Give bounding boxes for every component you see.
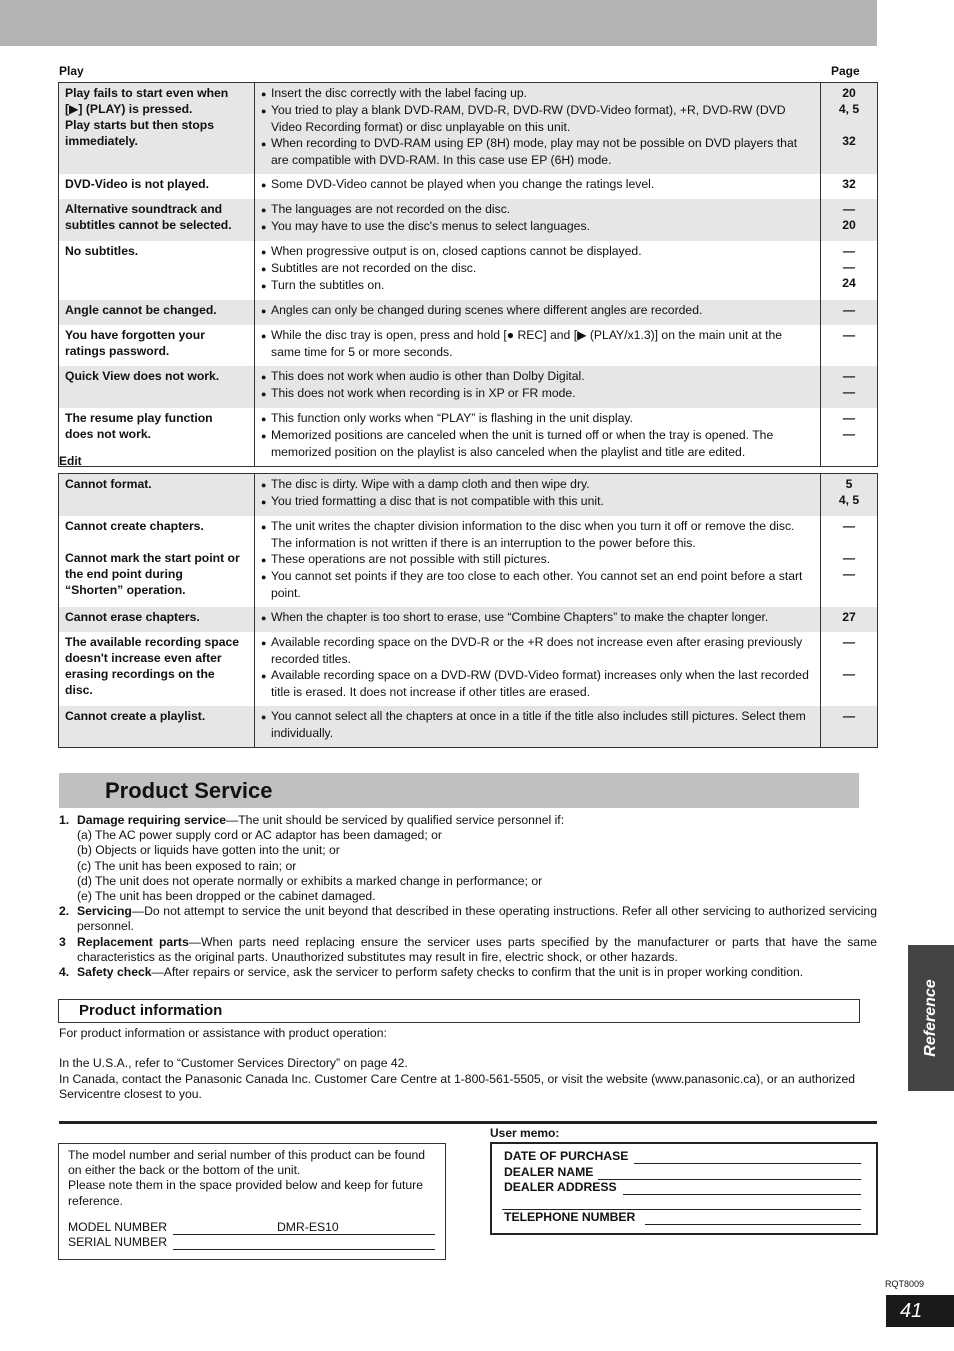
table-row: Angle cannot be changed. ● Angles can only be changed during scenes where different angles are recorded. — [59, 300, 878, 325]
table-row: Cannot create a playlist. ● You cannot select all the chapters at once in a title if the title also includes still pictures. Select them individually. — [59, 706, 878, 748]
header-bar [0, 0, 877, 46]
dealer-address-line-2 [502, 1195, 861, 1210]
document-code: RQT8009 [885, 1279, 925, 1289]
table-row: Alternative soundtrack and subtitles cannot be selected. ● The languages are not recorded on the disc. ● You may have to use the disc's menus to select languages. — 20 [59, 199, 878, 241]
telephone-number-line [645, 1210, 861, 1225]
table-row: Cannot format. ● The disc is dirty. Wipe with a damp cloth and then wipe dry. ● You tried formatting a disc that is not compatible with this unit. 5 4, 5 [59, 474, 878, 517]
edit-troubleshooting-table [58, 473, 878, 748]
serial-number-label: SERIAL NUMBER [68, 1235, 168, 1249]
table-row: No subtitles. ● When progressive output is on, closed captions cannot be displayed. ● Subtitles are not recorded on the disc. ● Turn the subtitles on. — — 24 [59, 241, 878, 300]
play-section-label: Play [59, 64, 84, 78]
list-item: 3 Replacement parts—When parts need replacing ensure the servicer uses parts specified by the manufacturer or parts that have the same characteristics as the original parts. Unauthorized substitutes may result in fire, electric shock, or other hazards. [59, 934, 877, 964]
dealer-name-line [598, 1165, 861, 1180]
table-row: Quick View does not work. ● This does not work when audio is other than Dolby Digital. ● This does not work when recording is in XP or FR mode. — — [59, 366, 878, 408]
model-number-value: DMR-ES10 [277, 1220, 339, 1234]
table-row: The resume play function does not work. ● This function only works when “PLAY” is flashing in the unit display. ● Memorized positions are canceled when the unit is turned off or when the tray is opened. The memorized position on the playlist is also canceled when the playlist and title are edited. — — [59, 408, 878, 467]
table-row: Play fails to start even when [▶] (PLAY) is pressed. Play starts but then stops immediately. ● Insert the disc correctly with the label facing up. ● You tried to play a blank DVD-RAM, DVD-R, DVD-RW (DVD-Video format), +R, DVD-RW (DVD Video Recording format) or disc unplayable on this unit. ● When recording to DVD-RAM using EP (8H) mode, play may not be possible on DVD players that are compatible with DVD-RAM. In this case use EP (6H) mode. 20 4, 5 32 [59, 83, 878, 175]
date-of-purchase-label: DATE OF PURCHASE [504, 1149, 629, 1163]
list-item: 4. Safety check—After repairs or service, ask the servicer to perform safety checks to confirm that the unit is in proper working condition. [59, 965, 804, 980]
dealer-address-label: DEALER ADDRESS [504, 1180, 617, 1194]
table-row: DVD-Video is not played. ● Some DVD-Video cannot be played when you change the ratings level. 32 [59, 174, 878, 199]
table-row: Cannot erase chapters. ● When the chapter is too short to erase, use “Combine Chapters” to make the chapter longer. 27 [59, 607, 878, 632]
page-column-header: Page [831, 64, 860, 78]
model-number-label: MODEL NUMBER [68, 1220, 168, 1234]
divider [59, 1121, 877, 1124]
product-service-heading: Product Service [59, 773, 859, 808]
user-memo-label: User memo: [490, 1126, 560, 1140]
reference-side-tab: Reference [908, 945, 954, 1091]
edit-section-label: Edit [59, 454, 82, 468]
list-item: 1. Damage requiring service—The unit should be serviced by qualified service personnel if: (a) The AC power supply cord or AC adaptor has been damaged; or (b) Objects or liquids have gotten into the unit; or (c) The unit has been exposed to rain; or (d) The unit does not operate normally or exhibits a marked change in performance; or (e) The unit has been dropped or the cabinet damaged. [59, 813, 565, 904]
table-row: Cannot create chapters. Cannot mark the start point or the end point during “Shorten” operation. ● The unit writes the chapter division information to the disc when you turn it off or remove the disc. The information is not written if there is an interruption to the power before this. ● These operations are not possible with still pictures. ● You cannot set points if they are too close to each other. You cannot set an end point before a start point. — — — [59, 516, 878, 607]
dealer-address-line [623, 1180, 861, 1195]
product-service-list [59, 813, 877, 980]
model-number-box: The model number and serial number of this product can be found on either the back or the bottom of the unit. Please note them in the space provided below and keep for future reference. MODEL NUMBER DMR-ES10 SERIAL NUMBER [58, 1143, 446, 1260]
telephone-number-label: TELEPHONE NUMBER [504, 1210, 636, 1224]
table-row: The available recording space doesn't increase even after erasing recordings on the disc. ● Available recording space on the DVD-R or the +R does not increase even after erasing previously recorded titles. ● Available recording space on a DVD-RW (DVD-Video format) increases only when the last recorded title is erased. It does not increase if other titles are erased. — — [59, 632, 878, 706]
list-item: 2. Servicing—Do not attempt to service the unit beyond that described in these operating instructions. Refer all other servicing to authorized servicing personnel. [59, 904, 877, 934]
table-row: You have forgotten your ratings password. ● While the disc tray is open, press and hold [● REC] and [▶ (PLAY/x1.3)] on the main unit at the same time for 5 or more seconds. — [59, 325, 878, 366]
page-number: 41 [886, 1295, 954, 1327]
product-information-heading: Product information [58, 999, 860, 1023]
date-of-purchase-line [634, 1149, 861, 1164]
dealer-name-label: DEALER NAME [504, 1165, 594, 1179]
serial-number-line [173, 1235, 435, 1250]
product-information-text: For product information or assistance with product operation: In the U.S.A., refer to “Customer Services Directory” on page 42. In Canada, contact the Panasonic Canada Inc. Customer Care Centre at 1-800-561-5505, or visit the website (www.panasonic.ca), or an authorized Servicentre closest to you. [59, 1026, 856, 1101]
play-troubleshooting-table [58, 82, 878, 467]
user-memo-box [490, 1142, 878, 1235]
